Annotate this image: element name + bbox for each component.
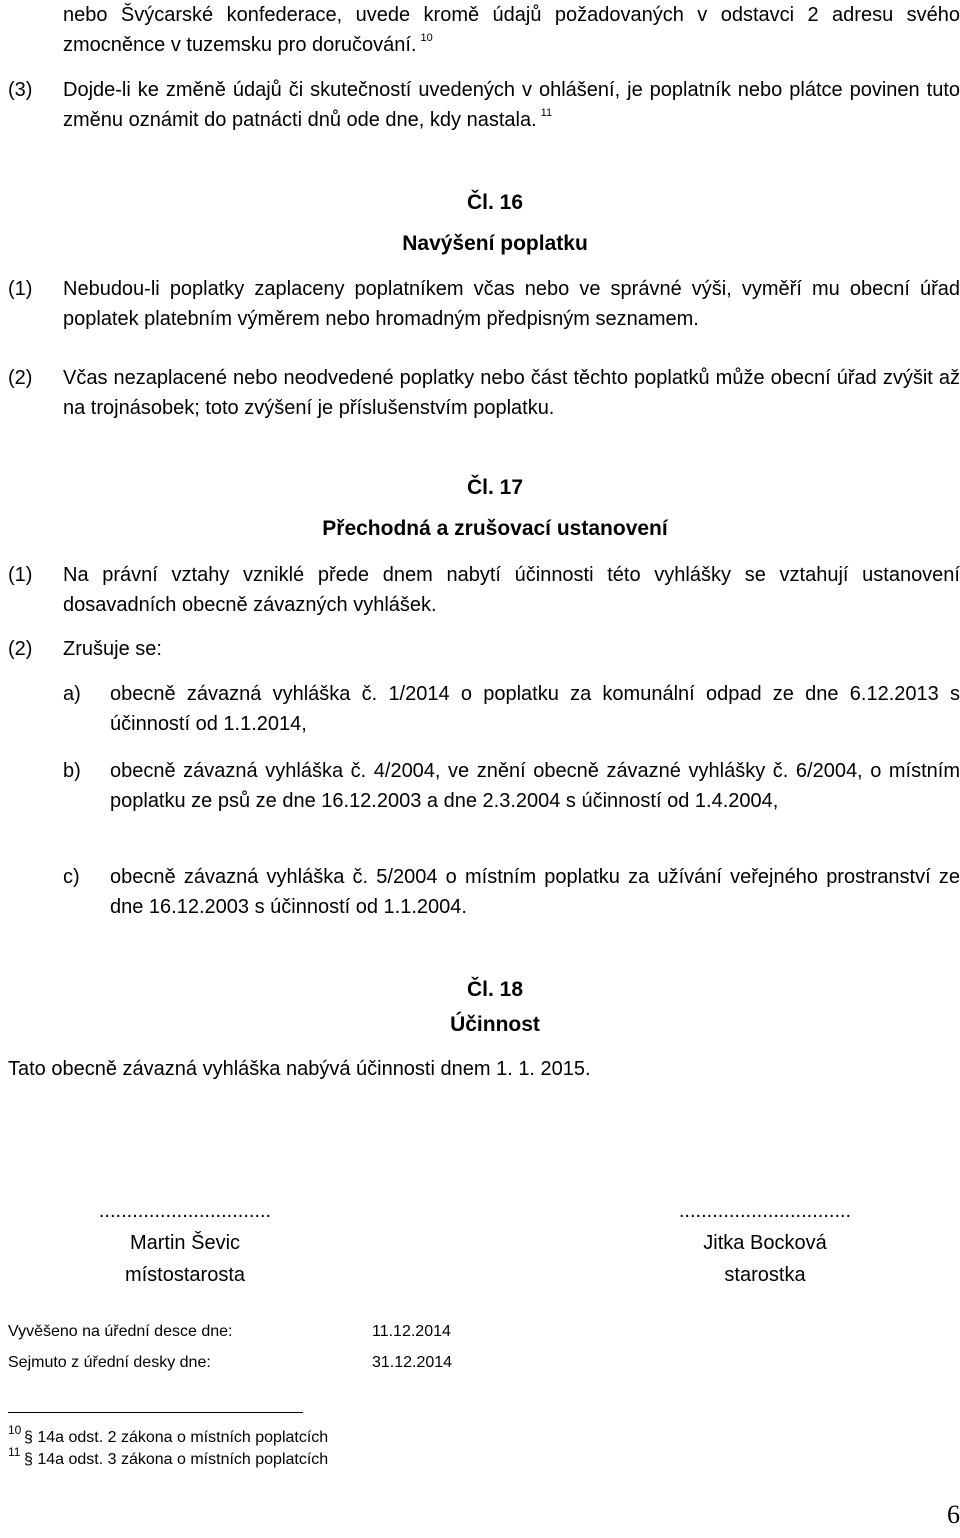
list-item-label: a) bbox=[63, 683, 81, 705]
paragraph-continuation-text: nebo Švýcarské konfederace, uvede kromě údajů požadovaných v odstavci 2 adresu svého zmocněnce v tuzemsku pro doručování. bbox=[63, 4, 960, 56]
list-item-label: b) bbox=[63, 760, 81, 782]
footnote-number: 11 bbox=[8, 1445, 21, 1459]
footnote-11 bbox=[8, 1445, 329, 1470]
signature-right bbox=[650, 1195, 880, 1291]
signature-line: ............................... bbox=[98, 1200, 272, 1222]
article-17-paragraph-2 bbox=[8, 634, 960, 664]
page-number: 6 bbox=[947, 1500, 960, 1529]
article-18-number: Čl. 18 bbox=[466, 978, 524, 1001]
list-item-text: obecně závazná vyhláška č. 4/2004, ve znění obecně závazné vyhlášky č. 6/2004, o místním poplatku ze psů ze dne 16.12.2003 a dne 2.3.2004 s účinností od 1.4.2004, bbox=[110, 760, 960, 812]
removed-label: Sejmuto z úřední desky dne: bbox=[8, 1354, 211, 1371]
paragraph-text: Dojde-li ke změně údajů či skutečností uvedených v ohlášení, je poplatník nebo plátce povinen tuto změnu oznámit do patnácti dnů ode dne, kdy nastala. bbox=[63, 79, 960, 131]
paragraph-number: (2) bbox=[8, 367, 33, 389]
footnote-text: § 14a odst. 2 zákona o místních poplatcích bbox=[24, 1429, 329, 1446]
article-16-number: Čl. 16 bbox=[466, 191, 524, 214]
signature-left bbox=[70, 1195, 300, 1291]
posted-date: 11.12.2014 bbox=[372, 1323, 451, 1340]
paragraph-number: (3) bbox=[8, 79, 33, 101]
list-item-text: obecně závazná vyhláška č. 5/2004 o místním poplatku za užívání veřejného prostranství ze dne 16.12.2003 s účinností od 1.1.2004. bbox=[110, 866, 960, 918]
paragraph-3 bbox=[8, 75, 960, 135]
article-17-title: Přechodná a zrušovací ustanovení bbox=[322, 517, 668, 540]
paragraph-text: Na právní vztahy vzniklé přede dnem nabytí účinnosti této vyhlášky se vztahují ustanovení dosavadních obecně závazných vyhlášek. bbox=[63, 564, 960, 616]
removed-date: 31.12.2014 bbox=[372, 1354, 453, 1371]
signatory-name: Martin Ševic bbox=[129, 1232, 241, 1254]
signature-line: ............................... bbox=[678, 1200, 852, 1222]
list-item-text: obecně závazná vyhláška č. 1/2014 o poplatku za komunální odpad ze dne 6.12.2013 s účinností od 1.1.2014, bbox=[110, 683, 960, 735]
article-17-paragraph-1 bbox=[8, 560, 960, 620]
article-16-paragraph-2 bbox=[8, 363, 960, 423]
paragraph-text: Včas nezaplacené nebo neodvedené poplatky nebo část těchto poplatků může obecní úřad zvýšit až na trojnásobek; toto zvýšení je příslušenstvím poplatku. bbox=[63, 367, 960, 419]
list-item-b bbox=[63, 756, 960, 816]
article-18-title: Účinnost bbox=[450, 1013, 540, 1036]
signatory-role: starostka bbox=[724, 1264, 806, 1286]
footnote-separator bbox=[8, 1412, 303, 1413]
article-16-paragraph-1 bbox=[8, 274, 960, 334]
article-17-number: Čl. 17 bbox=[466, 476, 524, 499]
paragraph-text: Zrušuje se: bbox=[63, 638, 162, 660]
paragraph-number: (1) bbox=[8, 564, 33, 586]
paragraph-continuation bbox=[63, 0, 960, 60]
footnote-number: 10 bbox=[8, 1423, 22, 1437]
footnote-ref-10: 10 bbox=[420, 32, 433, 45]
footnote-text: § 14a odst. 3 zákona o místních poplatcích bbox=[24, 1451, 329, 1468]
paragraph-number: (1) bbox=[8, 278, 33, 300]
list-item-a bbox=[63, 679, 960, 739]
article-18-text: Tato obecně závazná vyhláška nabývá účinnosti dnem 1. 1. 2015. bbox=[8, 1058, 591, 1080]
footnote-10 bbox=[8, 1423, 329, 1448]
paragraph-text: Nebudou-li poplatky zaplaceny poplatníkem včas nebo ve správné výši, vyměří mu obecní úřad poplatek platebním výměrem nebo hromadným předpisným seznamem. bbox=[63, 278, 960, 330]
signatory-name: Jitka Bocková bbox=[703, 1232, 827, 1254]
paragraph-number: (2) bbox=[8, 638, 33, 660]
posted-label: Vyvěšeno na úřední desce dne: bbox=[8, 1323, 233, 1340]
list-item-label: c) bbox=[63, 866, 80, 888]
signatory-role: místostarosta bbox=[124, 1264, 246, 1286]
footnote-ref-11: 11 bbox=[540, 107, 553, 120]
article-16-title: Navýšení poplatku bbox=[402, 232, 588, 255]
list-item-c bbox=[63, 862, 960, 922]
